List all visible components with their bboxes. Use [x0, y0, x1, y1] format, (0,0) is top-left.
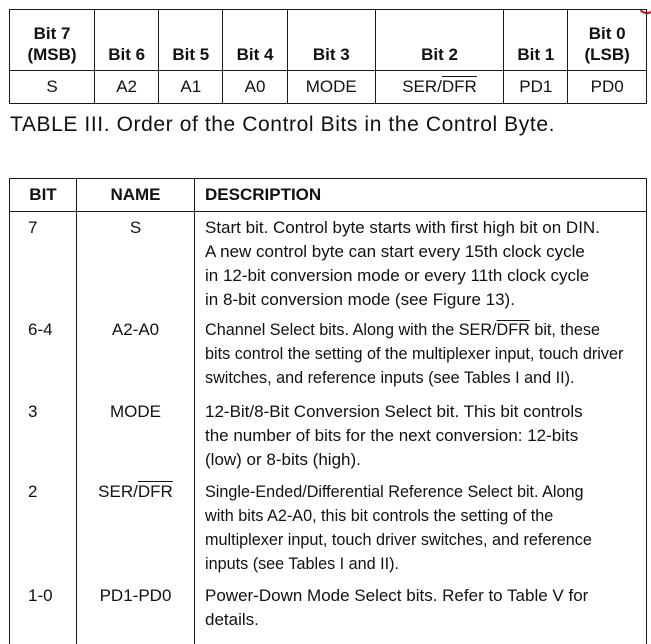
table-row: [10, 212, 647, 319]
row-name: MODE: [77, 400, 195, 480]
bit-1-value: PD1: [504, 71, 568, 104]
bit-2-header: Bit 2: [375, 10, 503, 71]
row-description: Single-Ended/Differential Reference Select bit. Along with bits A2-A0, this bit controls the setting of the multiplexer input, touch driver switches, and reference inputs (see Tables I and II).: [195, 480, 647, 584]
description-column-header: DESCRIPTION: [195, 179, 647, 212]
table-row: [10, 480, 647, 584]
row-bit: 3: [10, 400, 77, 480]
bit-6-value: A2: [95, 71, 159, 104]
bit-5-header: Bit 5: [159, 10, 223, 71]
bit-5-value: A1: [159, 71, 223, 104]
bit-3-header: Bit 3: [287, 10, 375, 71]
bit-6-header: Bit 6: [95, 10, 159, 71]
row-name: A2-A0: [77, 318, 195, 400]
row-bit: 6-4: [10, 318, 77, 400]
bit-4-header: Bit 4: [223, 10, 287, 71]
row-bit: 1-0: [10, 584, 77, 644]
row-name: SER/$\overline{DFR}$: [77, 480, 195, 584]
name-column-header: NAME: [77, 179, 195, 212]
table-caption: TABLE III. Order of the Control Bits in the Control Byte.: [10, 113, 556, 136]
bit-1-header: Bit 1: [504, 10, 568, 71]
bit-4-value: A0: [223, 71, 287, 104]
bit-7-value: S: [10, 71, 95, 104]
row-bit: 2: [10, 480, 77, 584]
row-description: Power-Down Mode Select bits. Refer to Table V for details.: [195, 584, 647, 644]
bit-3-value: MODE: [287, 71, 375, 104]
row-name: PD1-PD0: [77, 584, 195, 644]
table-row: [10, 400, 647, 480]
description-header-row: [10, 179, 647, 212]
bit-0-header: Bit 0 (LSB): [568, 10, 647, 71]
bit-7-header: Bit 7 (MSB): [10, 10, 95, 71]
row-description: 12-Bit/8-Bit Conversion Select bit. This bit controls the number of bits for the next conversion: 12-bits (low) or 8-bits (high).: [195, 400, 647, 480]
row-bit: 7: [10, 212, 77, 319]
row-description: Channel Select bits. Along with the SER/$\overline{DFR}$ bit, these bits control the setting of the multiplexer input, touch driver switches, and reference inputs (see Tables I and II).: [195, 318, 647, 400]
bit-0-value: PD0: [568, 71, 647, 104]
table-row: [10, 584, 647, 644]
row-name: S: [77, 212, 195, 319]
bit-2-value: SER/$\overline{DFR}$: [375, 71, 503, 104]
bit-header-row: [10, 10, 647, 71]
bit-column-header: BIT: [10, 179, 77, 212]
row-description: Start bit. Control byte starts with first high bit on DIN. A new control byte can start every 15th clock cycle in 12-bit conversion mode or every 11th clock cycle in 8-bit conversion mode (see Figure 13).: [195, 212, 647, 319]
control-bit-order-table: [9, 9, 647, 104]
control-bit-description-table: [9, 178, 647, 644]
table-row: [10, 318, 647, 400]
bit-value-row: [10, 71, 647, 104]
